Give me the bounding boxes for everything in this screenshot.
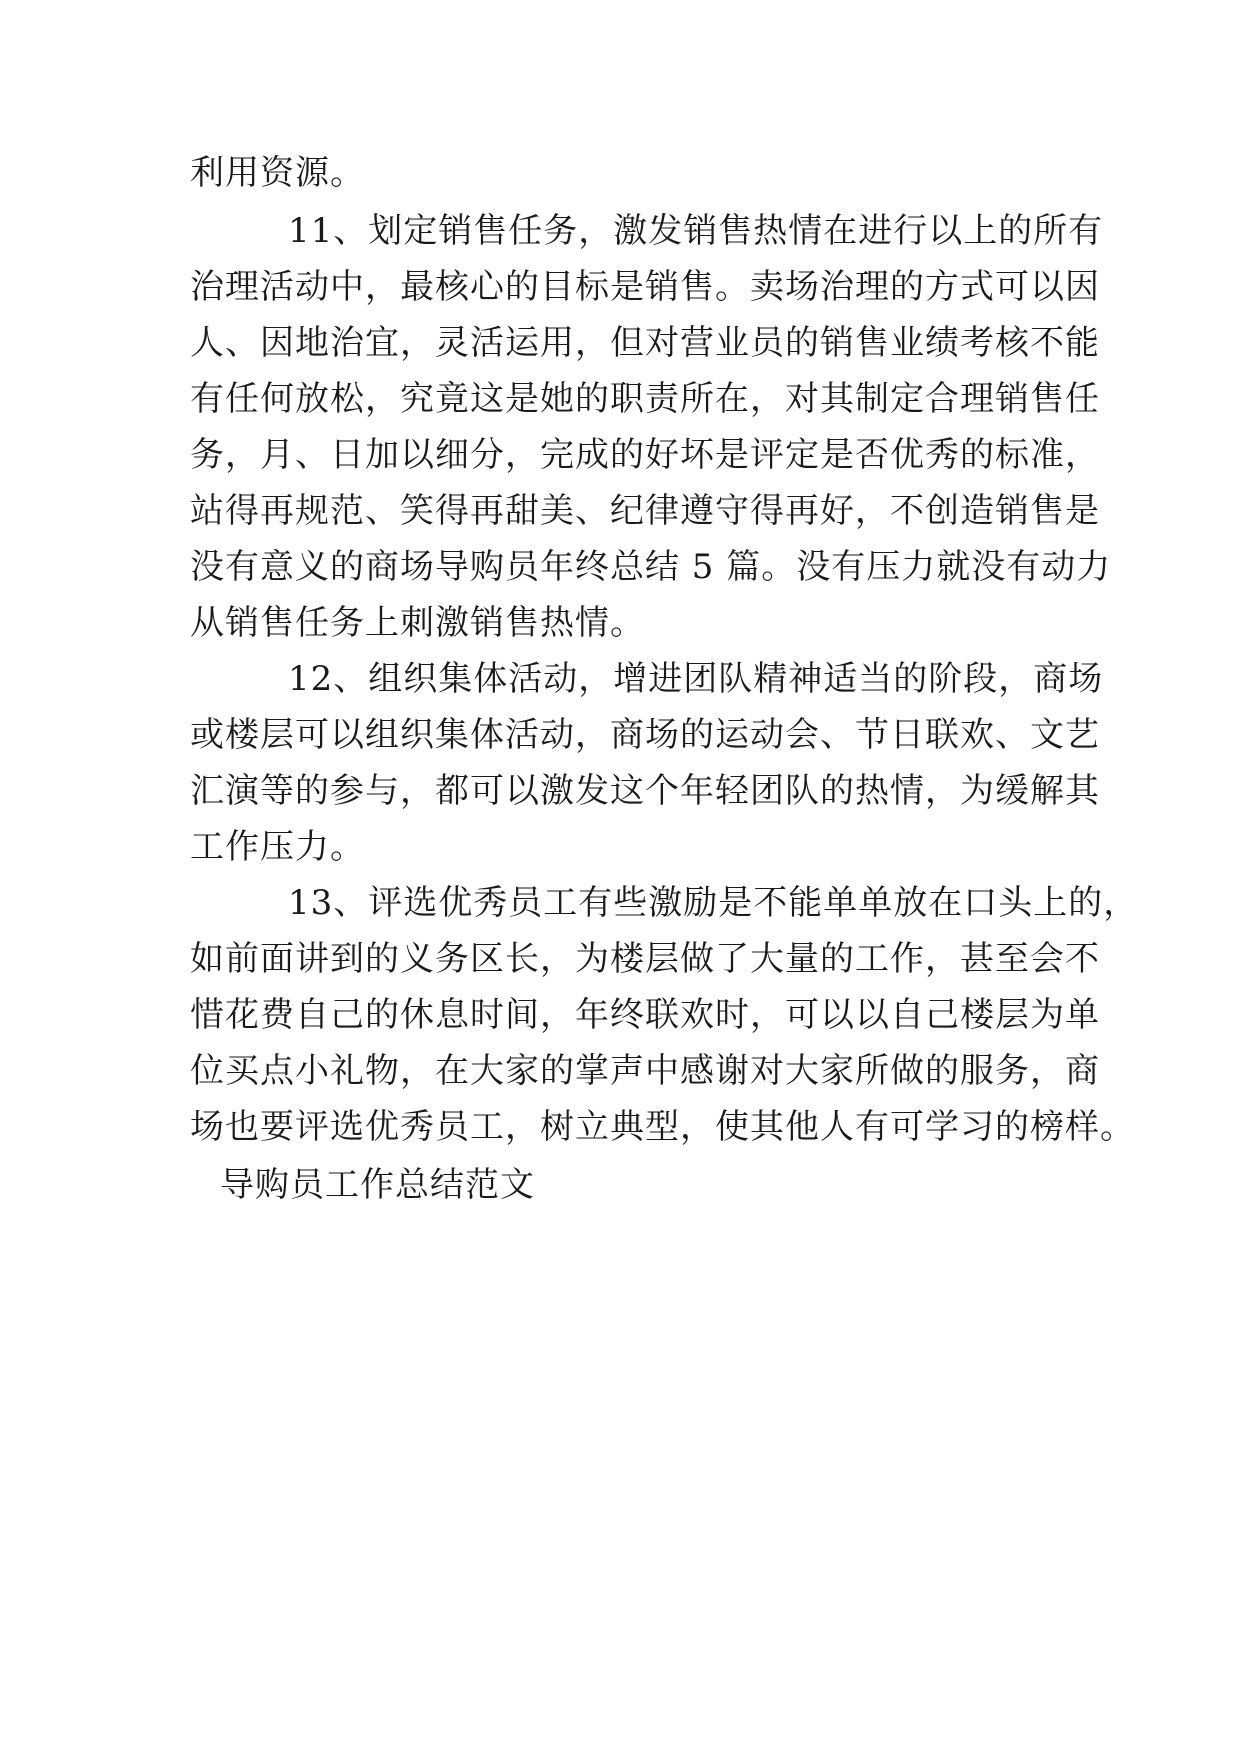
text-line: 利用资源。: [190, 153, 365, 193]
text-line: 从销售任务上刺激销售热情。: [190, 603, 645, 643]
text-line: 惜花费自己的休息时间，年终联欢时，可以以自己楼层为单: [190, 995, 1100, 1035]
paragraph-13-first-line: 13、评选优秀员工有些激励是不能单单放在口头上的，: [288, 883, 1139, 923]
text-line: 位买点小礼物，在大家的掌声中感谢对大家所做的服务，商: [190, 1051, 1100, 1091]
text-line: 工作压力。: [190, 827, 365, 867]
text-line: 如前面讲到的义务区长，为楼层做了大量的工作，甚至会不: [190, 939, 1100, 979]
text-line: 汇演等的参与，都可以激发这个年轻团队的热情，为缓解其: [190, 771, 1100, 811]
text-line: 场也要评选优秀员工，树立典型，使其他人有可学习的榜样。: [190, 1107, 1135, 1147]
paragraph-11-first-line: 11、划定销售任务，激发销售热情在进行以上的所有: [288, 211, 1104, 251]
text-line: 务，月、日加以细分，完成的好坏是评定是否优秀的标准，: [190, 435, 1100, 475]
text-line: 或楼层可以组织集体活动，商场的运动会、节日联欢、文艺: [190, 715, 1100, 755]
text-line: 治理活动中，最核心的目标是销售。卖场治理的方式可以因: [190, 267, 1100, 307]
section-heading: 导购员工作总结范文: [220, 1165, 535, 1205]
text-line: 站得再规范、笑得再甜美、纪律遵守得再好，不创造销售是: [190, 491, 1100, 531]
text-line: 没有意义的商场导购员年终总结 5 篇。没有压力就没有动力: [190, 547, 1112, 587]
text-line: 人、因地治宜，灵活运用，但对营业员的销售业绩考核不能: [190, 323, 1100, 363]
text-line: 有任何放松，究竟这是她的职责所在，对其制定合理销售任: [190, 379, 1100, 419]
paragraph-12-first-line: 12、组织集体活动，增进团队精神适当的阶段，商场: [288, 659, 1104, 699]
